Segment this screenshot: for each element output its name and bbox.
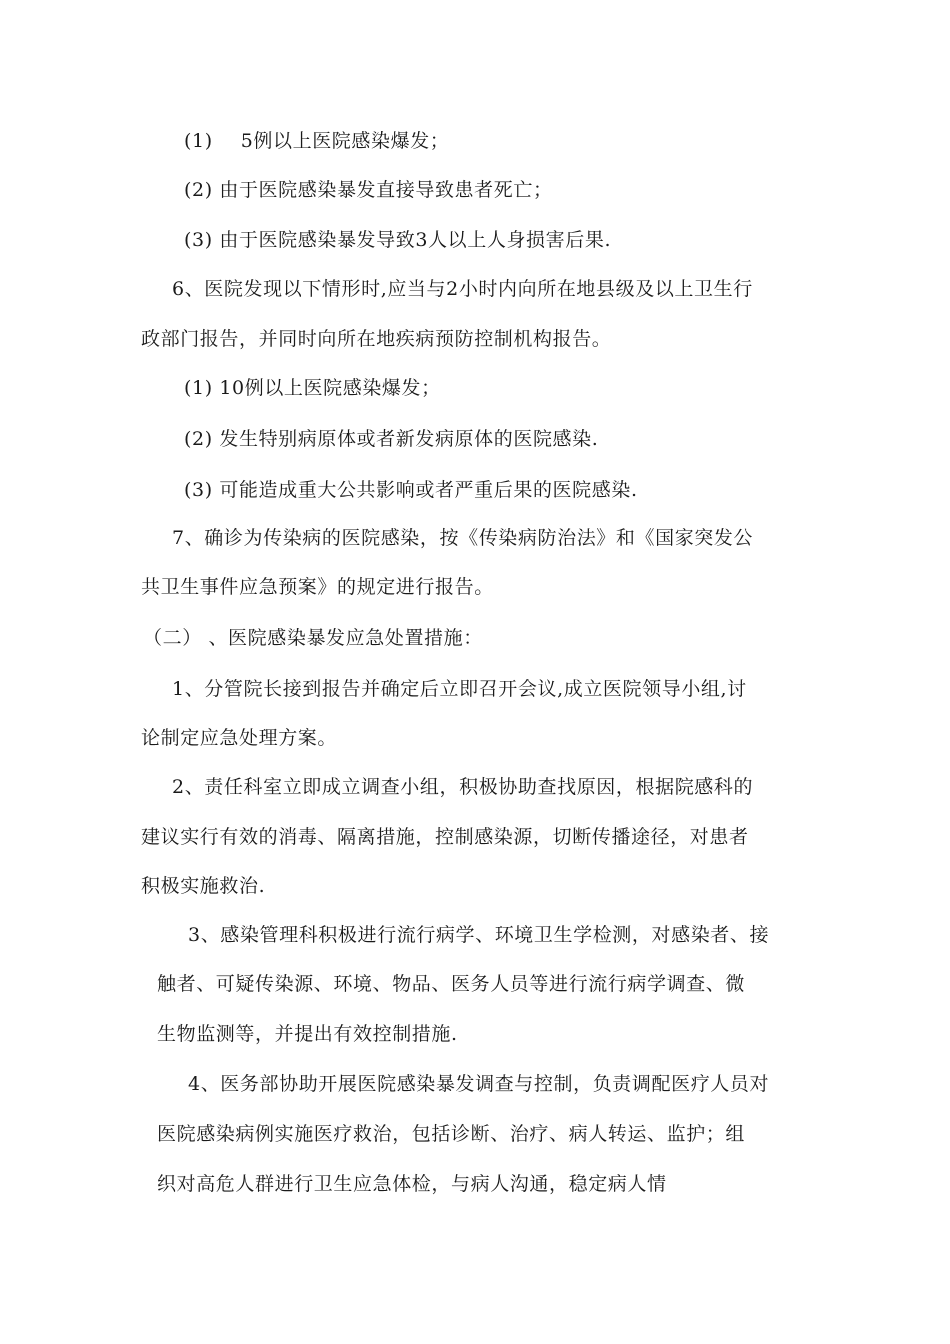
measure-3-line-1: 3、感染管理科积极进行流行病学、环境卫生学检测，对感染者、接 xyxy=(188,924,770,946)
item-text: 5例以上医院感染爆发； xyxy=(240,130,450,152)
measure-2-line-1: 2、责任科室立即成立调查小组，积极协助查找原因，根据院感科的 xyxy=(172,776,754,798)
measure-4-line-1: 4、医务部协助开展医院感染暴发调查与控制，负责调配医疗人员对 xyxy=(188,1073,770,1095)
measure-2-line-3: 积极实施救治. xyxy=(141,875,266,897)
item-number: (1) xyxy=(184,130,213,152)
measure-1-line-2: 论制定应急处理方案。 xyxy=(141,727,338,749)
list-item-1: (1) 10例以上医院感染爆发； xyxy=(184,377,441,399)
measure-4-line-2: 医院感染病例实施医疗救治，包括诊断、治疗、病人转运、监护；组 xyxy=(157,1123,746,1145)
measure-4-line-3: 织对高危人群进行卫生应急体检，与病人沟通，稳定病人情 xyxy=(157,1173,667,1195)
measure-3-line-2: 触者、可疑传染源、环境、物品、医务人员等进行流行病学调查、微 xyxy=(157,973,746,995)
paragraph-6-line-2: 政部门报告，并同时向所在地疾病预防控制机构报告。 xyxy=(141,328,612,350)
list-item-3: (3) 可能造成重大公共影响或者严重后果的医院感染. xyxy=(184,479,638,501)
measure-1-line-1: 1、分管院长接到报告并确定后立即召开会议,成立医院领导小组,讨 xyxy=(172,678,747,700)
list-item-2: (2) 由于医院感染暴发直接导致患者死亡； xyxy=(184,179,553,201)
list-item-2: (2) 发生特别病原体或者新发病原体的医院感染. xyxy=(184,428,599,450)
paragraph-7-line-1: 7、确诊为传染病的医院感染，按《传染病防治法》和《国家突发公 xyxy=(172,527,754,549)
paragraph-6-line-1: 6、医院发现以下情形时,应当与2小时内向所在地县级及以上卫生行 xyxy=(172,278,753,300)
section-heading: （二） 、医院感染暴发应急处置措施： xyxy=(143,627,483,649)
paragraph-7-line-2: 共卫生事件应急预案》的规定进行报告。 xyxy=(141,576,494,598)
measure-2-line-2: 建议实行有效的消毒、隔离措施，控制感染源，切断传播途径，对患者 xyxy=(141,826,749,848)
list-item-3: (3) 由于医院感染暴发导致3人以上人身损害后果. xyxy=(184,229,612,251)
list-item-1 xyxy=(184,128,449,154)
measure-3-line-3: 生物监测等，并提出有效控制措施. xyxy=(157,1023,458,1045)
